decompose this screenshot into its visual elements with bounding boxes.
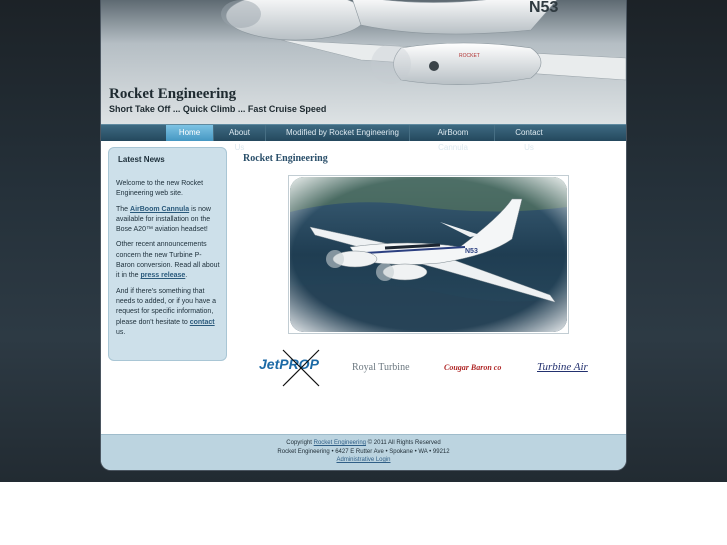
royal-turbine-logo[interactable]: Royal Turbine xyxy=(352,362,410,373)
footer-home-link[interactable]: Rocket Engineering xyxy=(313,440,367,446)
text: . xyxy=(185,272,188,280)
svg-text:N53: N53 xyxy=(529,0,559,16)
nav-about-us[interactable]: About Us xyxy=(214,125,266,141)
news-paragraph: Welcome to the new Rocket Engineering web site. xyxy=(116,180,204,198)
page-title: Rocket Engineering xyxy=(243,153,328,164)
partner-logos xyxy=(101,350,626,390)
header-banner xyxy=(101,0,626,124)
main-nav xyxy=(101,124,626,152)
latest-news-title: Latest News xyxy=(118,155,165,164)
site-footer xyxy=(101,434,626,470)
turbine-air-logo[interactable]: Turbine Air xyxy=(537,361,588,373)
site-title: Rocket Engineering xyxy=(109,86,237,102)
jetprop-logo[interactable] xyxy=(259,356,319,372)
nav-airboom-cannula[interactable]: AirBoom Cannula xyxy=(412,125,495,141)
jetprop-logo-text: JetPROP xyxy=(259,356,319,372)
contact-link[interactable]: contact xyxy=(189,318,215,326)
footer-copyright xyxy=(101,439,626,448)
admin-login-link[interactable]: Administrative Login xyxy=(336,457,391,463)
text: © 2011 All Rights Reserved xyxy=(366,440,441,446)
page-container xyxy=(101,0,626,470)
airboom-cannula-link[interactable]: AirBoom Cannula xyxy=(130,205,190,213)
latest-news-panel xyxy=(108,147,227,361)
news-paragraph xyxy=(116,205,220,236)
hero-photo-frame xyxy=(288,175,569,334)
footer-address: Rocket Engineering • 6427 E Rutter Ave • Spokane • WA • 99212 xyxy=(277,448,450,455)
text: And if there's something that needs to added, or if you have a request for specific information, please don't hesitate to xyxy=(116,287,217,326)
text: is now available for installation on the Bose A20™ aviation headset! xyxy=(116,205,211,234)
nav-modified[interactable]: Modified by Rocket Engineering xyxy=(276,125,410,141)
news-paragraph xyxy=(116,287,220,338)
news-paragraph xyxy=(116,240,220,281)
latest-news-body xyxy=(116,179,220,343)
text: The xyxy=(116,205,131,213)
svg-text:ROCKET: ROCKET xyxy=(459,53,480,59)
cougar-baron-logo[interactable]: Cougar Baron co xyxy=(444,363,502,372)
jetprop-x-icon xyxy=(281,348,321,388)
site-tagline: Short Take Off ... Quick Climb ... Fast Cruise Speed xyxy=(109,104,327,114)
text: Copyright xyxy=(286,440,314,446)
nav-contact-us[interactable]: Contact Us xyxy=(515,128,543,152)
text: us. xyxy=(116,328,126,336)
press-release-link[interactable]: press release xyxy=(140,272,186,280)
text: Other recent announcements concern the new Turbine P-Baron conversion. Read all about it in the xyxy=(116,241,220,280)
nav-home[interactable]: Home xyxy=(166,125,214,141)
hero-plane-photo xyxy=(290,177,567,332)
